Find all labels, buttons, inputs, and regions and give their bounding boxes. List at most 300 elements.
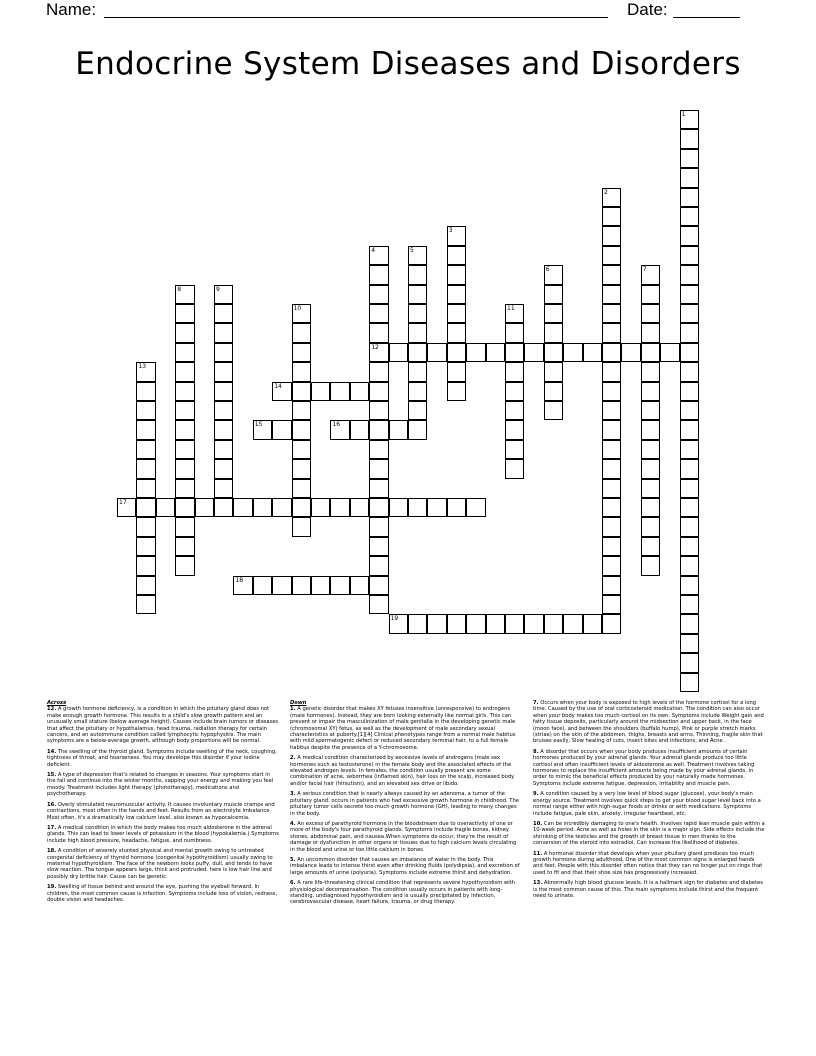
grid-cell[interactable] [680,517,699,536]
grid-cell[interactable] [544,265,563,284]
grid-cell[interactable] [641,420,660,439]
across-clues [47,700,279,907]
grid-cell[interactable] [680,323,699,342]
clue-number: 3 [448,227,453,235]
clue-item-number: 14. [47,748,57,755]
clue-item-text: A genetic disorder that makes XY fetuses insensitive (unresponsive) to androgens (male hormones). Instead, they are born looking externally like normal girls. This can prevent or impair the masculinization of male genitalia in the developing genetic male (chromosomal XY) fetus, as well as the development of male secondary sexual characteristics at puberty.[1][4] Clinical phenotypes range from a normal male habitus with mild spermatogenic defect or reduced secondary terminal hair, to a full female habitus despite the presence of a Y-chromosome. [290,706,516,751]
grid-cell[interactable] [292,343,311,362]
grid-cell[interactable] [175,537,194,556]
grid-cell[interactable] [156,498,175,517]
clue-number: 19 [390,615,399,623]
grid-cell[interactable] [602,440,621,459]
grid-cell[interactable] [292,420,311,439]
grid-cell[interactable] [680,440,699,459]
grid-cell[interactable] [253,420,272,439]
grid-cell[interactable] [369,498,388,517]
clue-item-text: A serious condition that is nearly always caused by an adenoma, a tumor of the pituitary gland. occurs in patients who had excessive growth hormone in childhood. The pituitary tumor cells secrete too much growth hormone (GH), leading to many changes in the body. [290,791,519,817]
clue-number: 14 [274,382,282,390]
grid-cell[interactable] [233,498,252,517]
grid-cell[interactable] [369,304,388,323]
grid-cell[interactable] [680,226,699,245]
grid-cell[interactable] [136,595,155,614]
clue-item [290,857,522,876]
grid-cell[interactable] [369,323,388,342]
clue-number: 18 [235,576,244,584]
grid-cell[interactable] [641,440,660,459]
clue-item [47,825,279,844]
clue-item-number: 4. [290,820,296,827]
grid-cell[interactable] [136,576,155,595]
grid-cell[interactable] [369,285,388,304]
grid-cell[interactable] [214,440,233,459]
grid-cell[interactable] [602,323,621,342]
grid-cell[interactable] [175,420,194,439]
clue-item-number: 10. [533,820,543,827]
grid-cell[interactable] [641,304,660,323]
clue-item [533,700,765,745]
grid-cell[interactable] [292,401,311,420]
grid-cell[interactable] [563,614,582,633]
grid-cell[interactable] [408,304,427,323]
clue-number: 8 [177,285,182,293]
grid-cell[interactable] [136,459,155,478]
clue-item [533,791,765,817]
grid-cell[interactable] [330,576,349,595]
grid-cell[interactable] [214,498,233,517]
clue-item [47,749,279,768]
grid-cell[interactable] [272,576,291,595]
grid-cell[interactable] [602,556,621,575]
grid-cell[interactable] [563,343,582,362]
grid-cell[interactable] [680,420,699,439]
grid-cell[interactable] [447,343,466,362]
grid-cell[interactable] [330,420,349,439]
grid-cell[interactable] [602,226,621,245]
grid-cell[interactable] [136,517,155,536]
grid-cell[interactable] [680,382,699,401]
grid-cell[interactable] [175,304,194,323]
grid-cell[interactable] [369,401,388,420]
clue-number: 7 [642,266,647,274]
grid-cell[interactable] [292,304,311,323]
grid-cell[interactable] [136,498,155,517]
grid-cell[interactable] [544,323,563,342]
grid-cell[interactable] [602,537,621,556]
grid-cell[interactable] [292,440,311,459]
grid-cell[interactable] [486,614,505,633]
down-heading: Down [290,700,307,706]
grid-cell[interactable] [544,382,563,401]
clue-number: 5 [410,246,414,254]
grid-cell[interactable] [466,498,485,517]
clue-number: 15 [254,421,263,429]
grid-cell[interactable] [602,401,621,420]
grid-cell[interactable] [505,459,524,478]
grid-cell[interactable] [583,614,602,633]
grid-cell[interactable] [447,362,466,381]
grid-cell[interactable] [447,226,466,245]
grid-cell[interactable] [253,498,272,517]
grid-cell[interactable] [602,265,621,284]
grid-cell[interactable] [466,343,485,362]
grid-cell[interactable] [350,498,369,517]
grid-cell[interactable] [641,537,660,556]
grid-cell[interactable] [214,343,233,362]
clue-number: 16 [332,421,341,429]
grid-cell[interactable] [680,401,699,420]
grid-cell[interactable] [447,614,466,633]
page-title: Endocrine System Diseases and Disorders [75,46,741,82]
grid-cell[interactable] [447,246,466,265]
grid-cell[interactable] [369,576,388,595]
grid-cell[interactable] [641,323,660,342]
clue-item-text: A type of depression that's related to changes in seasons. Your symptoms start in the fall and continue into the winter months, sapping your energy and making you feel moody. Treatment includes light therapy (phototherapy), medications and psychotherapy. [47,772,274,798]
grid-cell[interactable] [680,498,699,517]
grid-cell[interactable] [505,420,524,439]
grid-cell[interactable] [680,265,699,284]
across-heading: Across [47,700,67,706]
clue-item-number: 5. [290,856,296,863]
grid-cell[interactable] [505,382,524,401]
grid-cell[interactable] [175,498,194,517]
grid-cell[interactable] [680,362,699,381]
grid-cell[interactable] [583,343,602,362]
grid-cell[interactable] [136,556,155,575]
grid-cell[interactable] [680,556,699,575]
grid-cell[interactable] [369,595,388,614]
grid-cell[interactable] [680,246,699,265]
down-clues [290,700,522,910]
clue-number: 1 [681,111,686,118]
grid-cell[interactable] [680,479,699,498]
grid-cell[interactable] [680,634,699,653]
name-label: Name: [46,0,97,19]
grid-cell[interactable] [602,188,621,207]
clue-item-number: 11. [533,850,543,857]
grid-cell[interactable] [214,382,233,401]
clue-number: 17 [119,499,127,506]
clue-item [290,706,522,751]
grid-cell[interactable] [233,576,252,595]
grid-cell[interactable] [311,382,330,401]
grid-cell[interactable] [447,382,466,401]
clue-number: 6 [545,266,550,274]
grid-cell[interactable] [680,343,699,362]
clue-item-text: Abnormally high blood glucose levels. It is a hallmark sign for diabetes and diabetes is the most common cause of this. The main symptoms include thirst and the frequent need to urinate. [533,880,764,899]
grid-cell[interactable] [505,343,524,362]
grid-cell[interactable] [389,498,408,517]
grid-cell[interactable] [136,362,155,381]
grid-cell[interactable] [408,343,427,362]
clue-item-number: 15. [47,772,57,779]
grid-cell[interactable] [136,479,155,498]
grid-cell[interactable] [292,576,311,595]
grid-cell[interactable] [602,498,621,517]
clue-item-text: Swelling of tissue behind and around the eye, pushing the eyeball forward. In children, the most common cause is infection. Symptoms include loss of vision, redness, double vision and headaches. [47,884,278,903]
grid-cell[interactable] [680,459,699,478]
grid-cell[interactable] [447,498,466,517]
grid-cell[interactable] [505,362,524,381]
grid-cell[interactable] [602,304,621,323]
grid-cell[interactable] [505,304,524,323]
grid-cell[interactable] [408,285,427,304]
clue-item-number: 19. [47,884,57,891]
clue-number: 10 [293,305,302,312]
grid-cell[interactable] [292,323,311,342]
grid-cell[interactable] [369,265,388,284]
clue-item-text: A medical condition characterized by excessive levels of androgens (male sex hormones such as testosterone) in the female body and the associated effects of the elevated androgen levels. In females, the condition usually present are some combination of acne, seborrhea (inflamed skin), hair loss on the scalp, increased body and/or facial hair (hirsutism), and an elevated sex drive or libido. [290,755,515,787]
grid-cell[interactable] [641,265,660,284]
grid-cell[interactable] [466,614,485,633]
grid-cell[interactable] [408,498,427,517]
grid-cell[interactable] [680,614,699,633]
grid-cell[interactable] [369,537,388,556]
clue-item-number: 7. [533,700,539,706]
clue-item-text: A medical condition in which the body makes too much aldosterone in the adrenal glands. This can lead to lower levels of potassium in the blood (hypokalemia.) Symptoms include high blood pressure, headache, fatigue, and numbness. [47,824,279,844]
grid-cell[interactable] [369,420,388,439]
clue-item [290,791,522,817]
grid-cell[interactable] [214,323,233,342]
clue-number: 9 [216,285,220,293]
grid-cell[interactable] [602,595,621,614]
grid-cell[interactable] [175,323,194,342]
grid-cell[interactable] [330,498,349,517]
grid-cell[interactable] [680,595,699,614]
grid-cell[interactable] [311,576,330,595]
grid-cell[interactable] [447,323,466,342]
grid-cell[interactable] [602,459,621,478]
clue-item-text: An excess of parathyroid hormone in the bloodstream due to overactivity of one or more of the body's four parathyroid glands. Symptoms include fragile bones, kidney stones, abdominal pain, and nausea.When symptoms do occur, they're the result of damage or dysfunction in other organs or tissues due to high calcium levels circulating in the blood and urine or too little calcium in bones. [290,820,517,853]
grid-cell[interactable] [272,498,291,517]
grid-cell[interactable] [408,382,427,401]
grid-cell[interactable] [408,614,427,633]
grid-cell[interactable] [175,382,194,401]
grid-cell[interactable] [389,343,408,362]
grid-cell[interactable] [350,382,369,401]
grid-cell[interactable] [524,343,543,362]
grid-cell[interactable] [272,420,291,439]
grid-cell[interactable] [602,362,621,381]
grid-cell[interactable] [602,420,621,439]
grid-cell[interactable] [427,343,446,362]
grid-cell[interactable] [408,420,427,439]
grid-cell[interactable] [136,440,155,459]
grid-cell[interactable] [641,401,660,420]
grid-cell[interactable] [369,556,388,575]
grid-cell[interactable] [408,362,427,381]
grid-cell[interactable] [136,401,155,420]
clue-item-number: 18. [47,848,57,855]
grid-cell[interactable] [505,401,524,420]
grid-cell[interactable] [175,556,194,575]
clue-item-text: A hormonal disorder that develops when your pituitary gland produces too much growth hormone during adulthood. One of the most common signs is enlarged hands and feet. People with this disorder often notice that they can no longer put on rings that used to fit and that their shoe size has progressively increased. [533,850,763,876]
grid-cell[interactable] [292,382,311,401]
grid-cell[interactable] [253,576,272,595]
grid-cell[interactable] [680,304,699,323]
grid-cell[interactable] [602,479,621,498]
grid-cell[interactable] [175,459,194,478]
grid-cell[interactable] [680,188,699,207]
grid-cell[interactable] [427,498,446,517]
grid-cell[interactable] [292,498,311,517]
grid-cell[interactable] [641,459,660,478]
clue-item-text: A growth hormone deficiency, is a condition in which the pituitary gland does not make enough growth hormone. This results in a child's slow growth pattern and an unusually small stature (below average height). Causes include brain tumors or diseases that affect the pituitary or hypothalamus, head trauma, radiation therapy for certain cancers, and an autoimmune condition called lymphocytic hypophysitis. The main symptoms are a below-average growth, although body proportions will be normal. [47,706,279,745]
grid-cell[interactable] [175,517,194,536]
date-label: Date: [627,0,668,19]
grid-cell[interactable] [214,362,233,381]
grid-cell[interactable] [486,343,505,362]
grid-cell[interactable] [602,285,621,304]
grid-cell[interactable] [175,285,194,304]
grid-cell[interactable] [117,498,136,517]
grid-cell[interactable] [602,382,621,401]
grid-cell[interactable] [602,517,621,536]
grid-cell[interactable] [389,614,408,633]
grid-cell[interactable] [408,246,427,265]
grid-cell[interactable] [136,382,155,401]
grid-cell[interactable] [505,323,524,342]
clue-item-text: An uncommon disorder that causes an imbalance of water in the body. This imbalance leads to intense thirst even after drinking fluids (polydipsia), and excretion of large amounts of urine (polyuria). Symptoms include extreme thirst and dehydration. [290,856,520,876]
grid-cell[interactable] [369,382,388,401]
grid-cell[interactable] [175,401,194,420]
grid-cell[interactable] [621,343,640,362]
grid-cell[interactable] [641,343,660,362]
grid-cell[interactable] [544,343,563,362]
grid-cell[interactable] [680,207,699,226]
grid-cell[interactable] [292,479,311,498]
grid-cell[interactable] [641,362,660,381]
grid-cell[interactable] [292,517,311,536]
grid-cell[interactable] [175,362,194,381]
grid-cell[interactable] [602,207,621,226]
clue-item-number: 3. [290,791,296,798]
grid-cell[interactable] [544,614,563,633]
grid-cell[interactable] [408,265,427,284]
grid-cell[interactable] [680,168,699,187]
clue-item [533,821,765,847]
grid-cell[interactable] [369,246,388,265]
clue-item-text: Occurs when your body is exposed to high levels of the hormone cortisol for a long time. Caused by the use of oral corticosteroid medication. The condition can also occur when your body makes too much cortisol on its own. Symptoms include Weight gain and fatty tissue deposits, particularly around the midsection and upper back, in the face (moon face), and between the shoulders (buffalo hump), Pink or purple stretch marks (striae) on the skin of the abdomen, thighs, breasts and arms, Thinning, fragile skin that bruises easily, Slow healing of cuts, insect bites and infections, and Acne . [533,700,764,745]
grid-cell[interactable] [680,653,699,672]
clue-item-number: 6. [290,880,296,887]
grid-cell[interactable] [544,285,563,304]
grid-cell[interactable] [602,246,621,265]
clue-number: 2 [604,188,608,196]
grid-cell[interactable] [369,362,388,381]
grid-cell[interactable] [447,304,466,323]
grid-cell[interactable] [641,285,660,304]
clue-item-number: 9. [533,791,539,798]
clue-item [47,848,279,880]
grid-cell[interactable] [680,285,699,304]
clue-item-text: A condition caused by a very low level of blood sugar (glucose), your body's main energy source. Treatment involves quick steps to get your blood sugar level back into a normal range either with high-sugar foods or drinks or with medications. Symptoms include fatigue, pale skin, anxiety, irregular heartbeat, etc. [533,791,761,817]
grid-cell[interactable] [680,149,699,168]
clue-item-text: Overly stimulated neuromuscular activity. It causes involuntary muscle cramps and contractions, most often in the hands and feet. Results from an electrolyte imbalance. Most often, it's a dramatically low calcium level, also known as hypocalcemia. [47,801,275,821]
clue-number: 12 [371,343,379,351]
grid-cell[interactable] [214,420,233,439]
grid-cell[interactable] [214,304,233,323]
grid-cell[interactable] [544,401,563,420]
grid-cell[interactable] [369,343,388,362]
clue-item [533,749,765,787]
grid-cell[interactable] [136,420,155,439]
grid-cell[interactable] [427,614,446,633]
grid-cell[interactable] [505,614,524,633]
clue-item-number: 17. [47,824,57,831]
grid-cell[interactable] [447,265,466,284]
grid-cell[interactable] [311,498,330,517]
grid-cell[interactable] [136,537,155,556]
grid-cell[interactable] [641,517,660,536]
grid-cell[interactable] [330,382,349,401]
grid-cell[interactable] [602,343,621,362]
clue-item-number: 12. [47,706,57,713]
grid-cell[interactable] [195,498,214,517]
clue-item-number: 8. [533,748,539,755]
clue-item [533,851,765,877]
grid-cell[interactable] [175,479,194,498]
grid-cell[interactable] [641,479,660,498]
clue-item [47,884,279,903]
clue-item-number: 2. [290,755,296,762]
grid-cell[interactable] [641,556,660,575]
grid-cell[interactable] [350,576,369,595]
grid-cell[interactable] [641,498,660,517]
grid-cell[interactable] [641,382,660,401]
grid-cell[interactable] [680,129,699,148]
grid-cell[interactable] [505,440,524,459]
grid-cell[interactable] [214,479,233,498]
grid-cell[interactable] [447,285,466,304]
clue-item-text: The swelling of the thyroid gland. Symptoms include swelling of the neck, coughing, tightness of throat, and hoarseness. You may develope this disorder if your iodine deficient. [47,748,277,768]
grid-cell[interactable] [660,343,679,362]
grid-cell[interactable] [369,440,388,459]
grid-cell[interactable] [214,401,233,420]
grid-cell[interactable] [369,459,388,478]
grid-cell[interactable] [175,343,194,362]
grid-cell[interactable] [272,382,291,401]
clue-item-text: Can be incredibly damaging to one's health. Involves rapid lean muscle gain within a 10-week period. Acne as well as holes in the skin is a major sign. Side effects include the shrinking of the testicles and the growth of breast tissue in men thanks to the conversion of the steroid into estradiol. Can increase the likelihood of diabetes. [533,820,765,847]
grid-cell[interactable] [175,440,194,459]
clue-item-text: A condition of severely stunted physical and mental growth owing to untreated congenital deficiency of thyroid hormone (congenital hypothyroidism) usually owing to maternal hypothyroidism. The face of the newborn looks puffy, dull, and tends to have slow reaction. The tongue appears large, thick and protruded. here is low hair line and possibly dry brittle hair. Cause can be genetic. [47,848,273,880]
grid-cell[interactable] [389,420,408,439]
grid-cell[interactable] [369,479,388,498]
grid-cell[interactable] [680,673,699,692]
clue-item [290,880,522,906]
grid-cell[interactable] [544,362,563,381]
grid-cell[interactable] [680,576,699,595]
grid-cell[interactable] [408,323,427,342]
grid-cell[interactable] [602,576,621,595]
clue-item-number: 1. [290,706,296,713]
grid-cell[interactable] [680,110,699,129]
grid-cell[interactable] [408,401,427,420]
grid-cell[interactable] [602,614,621,633]
grid-cell[interactable] [292,459,311,478]
down-clues-continued [533,700,765,903]
clue-item [290,821,522,853]
grid-cell[interactable] [292,362,311,381]
grid-cell[interactable] [544,304,563,323]
grid-cell[interactable] [680,537,699,556]
grid-cell[interactable] [214,459,233,478]
clue-item [47,706,279,744]
grid-cell[interactable] [369,517,388,536]
grid-cell[interactable] [524,614,543,633]
grid-cell[interactable] [214,285,233,304]
clue-number: 11 [507,305,515,312]
grid-cell[interactable] [350,420,369,439]
